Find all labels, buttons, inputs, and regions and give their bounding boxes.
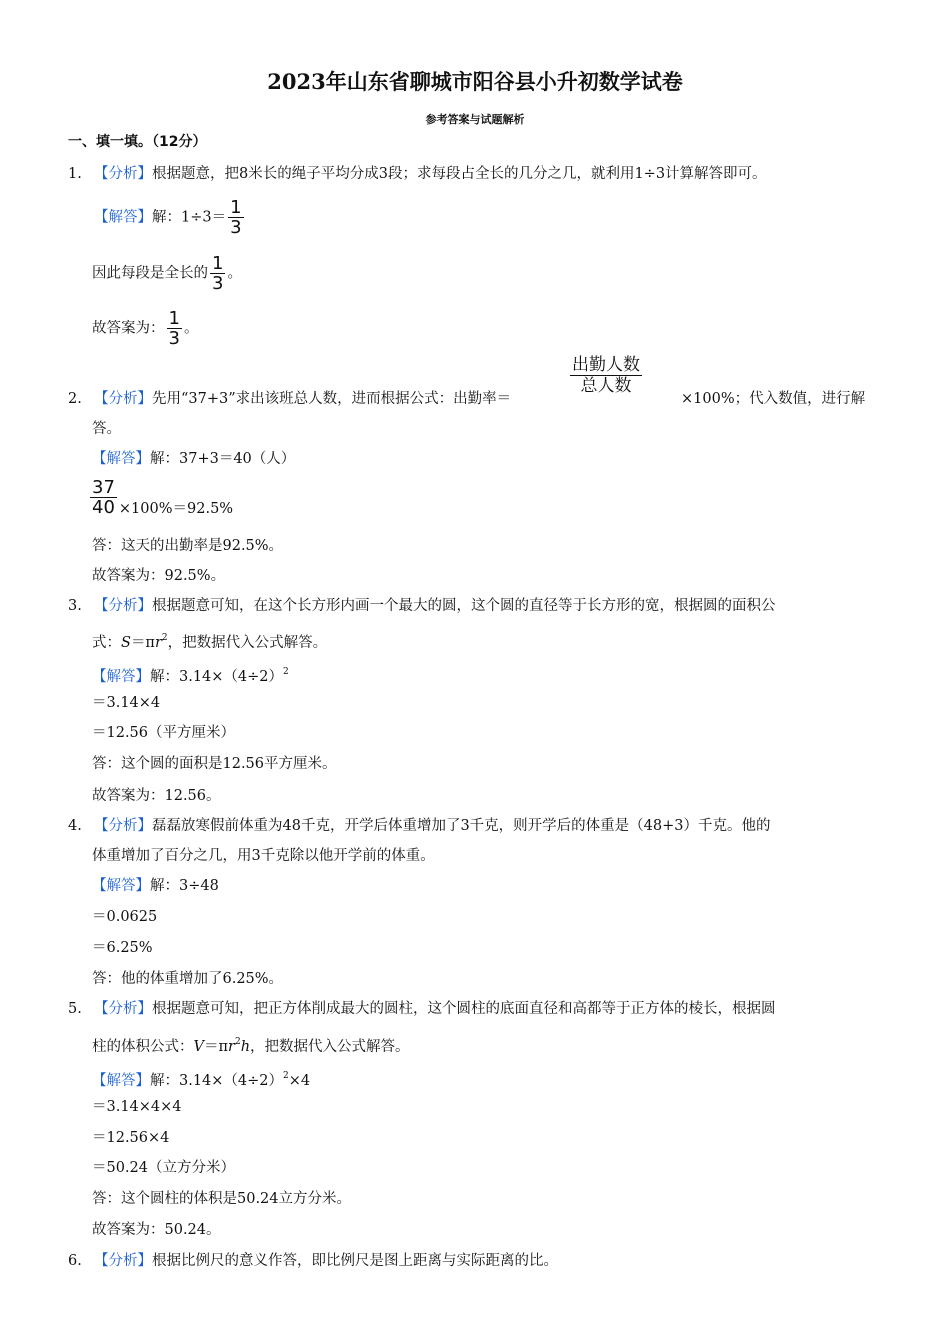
punct: 。 [227, 265, 242, 282]
q5-analysis [94, 999, 776, 1019]
question-number: 3. [68, 598, 82, 614]
solution-text: 解：37+3＝40（人） [150, 451, 296, 467]
punct: 。 [183, 320, 199, 337]
q5-final: 故答案为：50.24。 [92, 1222, 221, 1238]
analysis-tag: 【分析】 [94, 818, 152, 834]
question-number: 2. [68, 391, 82, 407]
q3-step: ＝12.56（平方厘米） [92, 725, 236, 741]
q2-answer: 答：这天的出勤率是92.5%。 [92, 538, 284, 554]
q5-step: ＝3.14×4×4 [92, 1099, 182, 1115]
fraction [90, 478, 117, 517]
exponent: 2 [234, 1037, 241, 1047]
final-text: 故答案为： [92, 320, 165, 337]
q3-answer: 答：这个圆的面积是12.56平方厘米。 [92, 756, 337, 772]
q4-step: ＝6.25% [92, 940, 153, 956]
var-r: r [228, 1039, 235, 1055]
q4-analysis [94, 816, 771, 836]
var-s: S [121, 635, 131, 651]
text: 式： [92, 635, 121, 651]
denominator: 3 [212, 273, 224, 294]
numerator: 1 [230, 197, 242, 218]
analysis-tag: 【分析】 [94, 166, 152, 182]
solution-text: 解：3.14×（4÷2） [150, 1073, 284, 1089]
text: 柱的体积公式： [92, 1039, 194, 1055]
text: ，把数据代入公式解答。 [250, 1039, 410, 1055]
q2-analysis-end: 答。 [92, 421, 121, 437]
q2-calc [88, 478, 233, 517]
q2-final: 故答案为：92.5%。 [92, 568, 226, 584]
q5-answer: 答：这个圆柱的体积是50.24立方分米。 [92, 1191, 352, 1207]
q4-analysis-cont: 体重增加了百分之几，用3千克除以他开学前的体重。 [92, 848, 435, 864]
calc-text: ×100%＝92.5% [118, 500, 234, 517]
analysis-text: 先用“37+3”求出该班总人数，进而根据公式：出勤率＝ [152, 391, 512, 407]
analysis-tag: 【分析】 [94, 598, 152, 614]
q1-final [92, 309, 198, 348]
text: ，把数据代入公式解答。 [167, 635, 328, 651]
question-number: 6. [68, 1253, 82, 1269]
denominator: 40 [92, 497, 115, 518]
solution-text: 解：1÷3＝ [152, 209, 227, 226]
q3-analysis [94, 596, 776, 616]
analysis-tag: 【分析】 [94, 1001, 152, 1017]
q6-analysis [94, 1251, 558, 1271]
question-number: 4. [68, 818, 82, 834]
q5-solution [92, 1066, 310, 1091]
fraction [210, 254, 225, 293]
solution-text: 解：3÷48 [150, 878, 219, 894]
question-number: 1. [68, 166, 82, 182]
q3-step: ＝3.14×4 [92, 695, 161, 711]
answer-tag: 【解答】 [92, 1073, 150, 1089]
q4-step: ＝0.0625 [92, 909, 158, 925]
equals-pi: ＝π [130, 635, 155, 651]
q1-analysis [94, 164, 767, 184]
analysis-tag: 【分析】 [94, 391, 152, 407]
analysis-text: 根据题意可知，在这个长方形内画一个最大的圆，这个圆的直径等于长方形的宽，根据圆的面积公 [152, 598, 776, 614]
var-h: h [240, 1039, 251, 1055]
answer-tag: 【解答】 [92, 451, 150, 467]
q1-solution [94, 198, 246, 237]
answer-tag: 【解答】 [92, 669, 150, 685]
q3-solution [92, 662, 289, 687]
solution-tail: ×4 [288, 1073, 311, 1089]
analysis-text: 根据题意，把8米长的绳子平均分成3段；求每段占全长的几分之几，就利用1÷3计算解答即可。 [152, 166, 767, 182]
q5-formula-line [92, 1032, 410, 1057]
answer-tag: 【解答】 [94, 209, 152, 226]
q4-solution [92, 876, 219, 896]
exponent: 2 [283, 1071, 289, 1081]
numerator: 出勤人数 [572, 355, 640, 375]
q2-analysis-cont: ×100%；代入数值，进行解 [681, 391, 866, 407]
q5-step: ＝50.24（立方分米） [92, 1160, 236, 1176]
analysis-text: 磊磊放寒假前体重为48千克，开学后体重增加了3千克，则开学后的体重是（48+3）千克。他的 [152, 818, 771, 834]
fraction [570, 355, 642, 396]
numerator: 37 [92, 477, 115, 498]
document-title: 2023年山东省聊城市阳谷县小升初数学试卷 [267, 69, 683, 94]
var-r: r [154, 635, 162, 651]
exponent: 2 [161, 633, 168, 643]
q3-final: 故答案为：12.56。 [92, 788, 221, 804]
exponent: 2 [283, 667, 289, 677]
section-heading: 一、填一填。（12分） [68, 134, 207, 150]
q3-formula-line [92, 628, 327, 653]
analysis-text: 根据题意可知，把正方体削成最大的圆柱，这个圆柱的底面直径和高都等于正方体的棱长，根据圆 [152, 1001, 776, 1017]
document-subtitle: 参考答案与试题解析 [425, 113, 525, 126]
fraction [167, 309, 182, 348]
answer-tag: 【解答】 [92, 878, 150, 894]
solution-text: 解：3.14×（4÷2） [150, 669, 284, 685]
analysis-tag: 【分析】 [94, 1253, 152, 1269]
equals-pi: ＝π [203, 1039, 229, 1055]
q2-analysis [94, 389, 511, 409]
q5-step: ＝12.56×4 [92, 1130, 170, 1146]
denominator: 3 [168, 328, 180, 349]
var-v: V [193, 1039, 204, 1055]
q4-answer: 答：他的体重增加了6.25%。 [92, 971, 284, 987]
conclusion-text: 因此每段是全长的 [92, 265, 208, 282]
q1-conclusion [92, 254, 242, 293]
q2-solution [92, 449, 295, 469]
denominator: 3 [230, 217, 242, 238]
analysis-text: 根据比例尺的意义作答，即比例尺是图上距离与实际距离的比。 [152, 1253, 558, 1269]
formula-fraction [568, 355, 644, 396]
fraction [228, 198, 243, 237]
numerator: 1 [212, 253, 224, 274]
denominator: 总人数 [580, 376, 632, 396]
numerator: 1 [168, 308, 180, 329]
question-number: 5. [68, 1001, 82, 1017]
